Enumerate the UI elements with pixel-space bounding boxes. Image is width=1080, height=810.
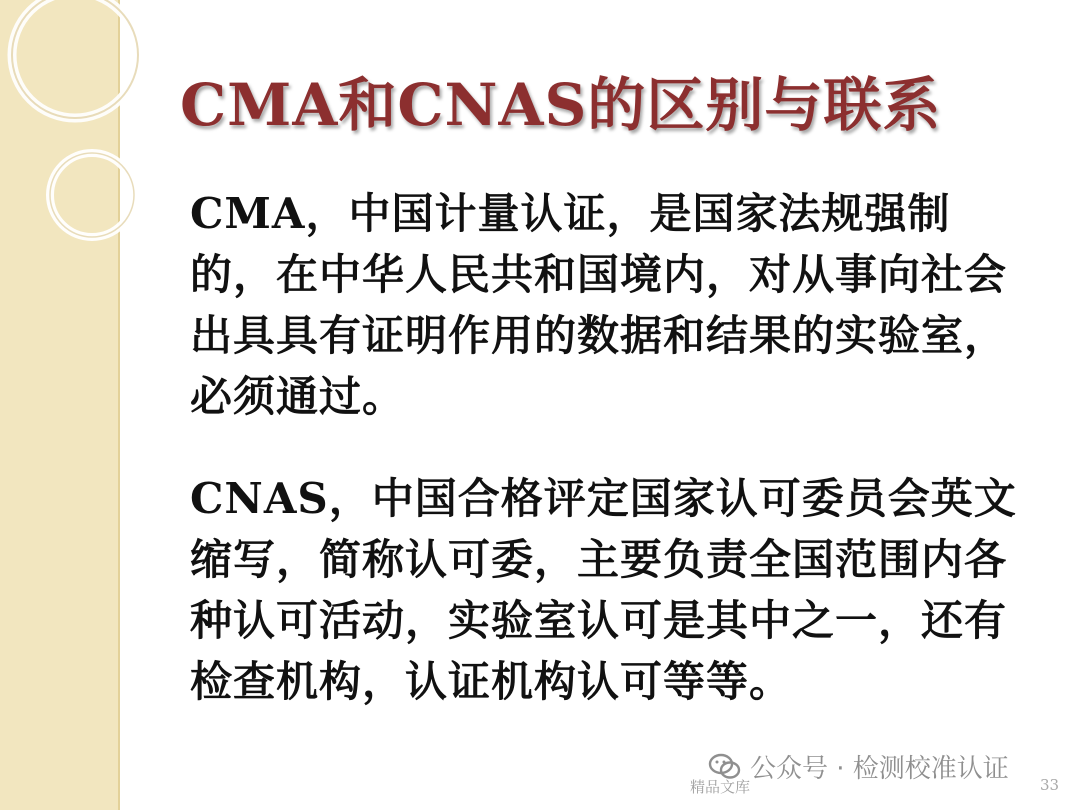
- ring-decoration: [0, 0, 140, 250]
- cnas-paragraph: CNAS，中国合格评定国家认可委员会英文缩写，简称认可委，主要负责全国范围内各种认可活动，实验室认可是其中之一，还有检查机构，认证机构认可等等。: [190, 474, 1017, 706]
- slide-title: CMA和CNAS的区别与联系: [180, 71, 942, 139]
- watermark-text: 公众号 · 检测校准认证: [750, 754, 1009, 784]
- cma-paragraph: CMA，中国计量认证，是国家法规强制的，在中华人民共和国境内，对从事向社会出具具有证明作用的数据和结果的实验室，必须通过。: [190, 189, 1008, 421]
- footer-label: 精品文库: [690, 778, 751, 796]
- watermark: [708, 748, 1009, 785]
- page-number: 33: [1040, 776, 1060, 794]
